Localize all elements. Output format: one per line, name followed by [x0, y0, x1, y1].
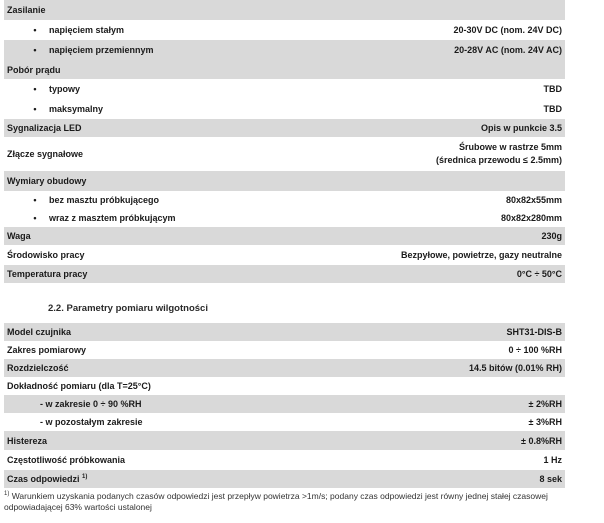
table-row [4, 265, 565, 283]
row-value: TBD [310, 99, 565, 119]
footnote-marker: 1) [4, 491, 10, 498]
bullet-icon: • [33, 84, 37, 94]
row-value: 14.5 bitów (0.01% RH) [310, 359, 565, 377]
row-label: Model czujnika [4, 323, 310, 341]
table-row [4, 99, 565, 119]
table-row [4, 79, 565, 99]
row-label: Częstotliwość próbkowania [4, 450, 310, 470]
row-value: ± 0.8%RH [310, 431, 565, 450]
row-value-line2: (średnica przewodu ≤ 2.5mm) [436, 155, 562, 165]
row-value: 230g [310, 227, 565, 245]
row-label: Sygnalizacja LED [4, 119, 310, 137]
table-row [4, 227, 565, 245]
bullet-icon: • [33, 195, 37, 205]
table-row [4, 431, 565, 450]
table-row [4, 191, 565, 209]
row-value: ± 2%RH [310, 395, 565, 413]
bullet-icon: • [33, 213, 37, 223]
bullet-icon: • [33, 45, 37, 55]
table-row [4, 40, 565, 60]
row-label: - w zakresie 0 ÷ 90 %RH [4, 395, 310, 413]
row-label: maksymalny [49, 104, 104, 114]
row-value-line1: Śrubowe w rastrze 5mm [458, 142, 562, 152]
row-label: wraz z masztem próbkującym [49, 213, 176, 223]
table-row [4, 20, 565, 40]
table-row [4, 323, 565, 341]
row-label: Czas odpowiedzi [7, 474, 80, 484]
table-row [4, 171, 565, 191]
row-label: Środowisko pracy [4, 245, 310, 265]
row-value: 0°C ÷ 50°C [310, 265, 565, 283]
row-label: Waga [4, 227, 310, 245]
row-value: ± 3%RH [310, 413, 565, 431]
section-title: 2.2. Parametry pomiaru wilgotności [48, 303, 208, 314]
footnote-line2: odpowiadającej 63% wartości ustalonej [4, 502, 152, 512]
row-value: 0 ÷ 100 %RH [310, 341, 565, 359]
table-row [4, 413, 565, 431]
table-row [4, 470, 565, 488]
row-value: Bezpyłowe, powietrze, gazy neutralne [310, 245, 565, 265]
row-label: typowy [49, 84, 81, 94]
row-label: Pobór prądu [4, 60, 310, 79]
table-row [4, 137, 565, 171]
power-spec-table [4, 0, 565, 283]
table-row [4, 377, 565, 395]
row-value: 8 sek [310, 470, 565, 488]
row-value: Opis w punkcie 3.5 [310, 119, 565, 137]
table-row [4, 60, 565, 79]
table-row [4, 0, 565, 20]
row-value: 80x82x280mm [310, 209, 565, 227]
row-value: 20-28V AC (nom. 24V AC) [310, 40, 565, 60]
row-label: Złącze sygnałowe [4, 137, 310, 171]
row-value: 80x82x55mm [310, 191, 565, 209]
row-label: napięciem stałym [49, 25, 125, 35]
row-label: Zasilanie [4, 0, 310, 20]
row-label: bez masztu próbkującego [49, 195, 160, 205]
bullet-icon: • [33, 25, 37, 35]
footnote-line1: Warunkiem uzyskania podanych czasów odpowiedzi jest przepływ powietrza >1m/s; podany czas odpowiedzi jest równy jednej stałej czasowej [11, 491, 548, 501]
row-label: Zakres pomiarowy [4, 341, 310, 359]
footnote-ref: 1) [82, 474, 88, 480]
humidity-spec-table [4, 323, 565, 488]
row-label: Wymiary obudowy [4, 171, 310, 191]
table-row [4, 341, 565, 359]
table-row [4, 245, 565, 265]
bullet-icon: • [33, 104, 37, 114]
row-label: - w pozostałym zakresie [4, 413, 310, 431]
row-label: Histereza [4, 431, 310, 450]
table-row [4, 359, 565, 377]
row-value: 20-30V DC (nom. 24V DC) [310, 20, 565, 40]
table-row [4, 450, 565, 470]
row-label: napięciem przemiennym [49, 45, 154, 55]
row-value: 1 Hz [310, 450, 565, 470]
table-row [4, 209, 565, 227]
table-row [4, 395, 565, 413]
row-label: Dokładność pomiaru (dla T=25°C) [4, 377, 310, 395]
row-label: Temperatura pracy [4, 265, 310, 283]
footnote [4, 491, 594, 513]
row-value: TBD [310, 79, 565, 99]
row-label: Rozdzielczość [4, 359, 310, 377]
row-value: SHT31-DIS-B [310, 323, 565, 341]
table-row [4, 119, 565, 137]
